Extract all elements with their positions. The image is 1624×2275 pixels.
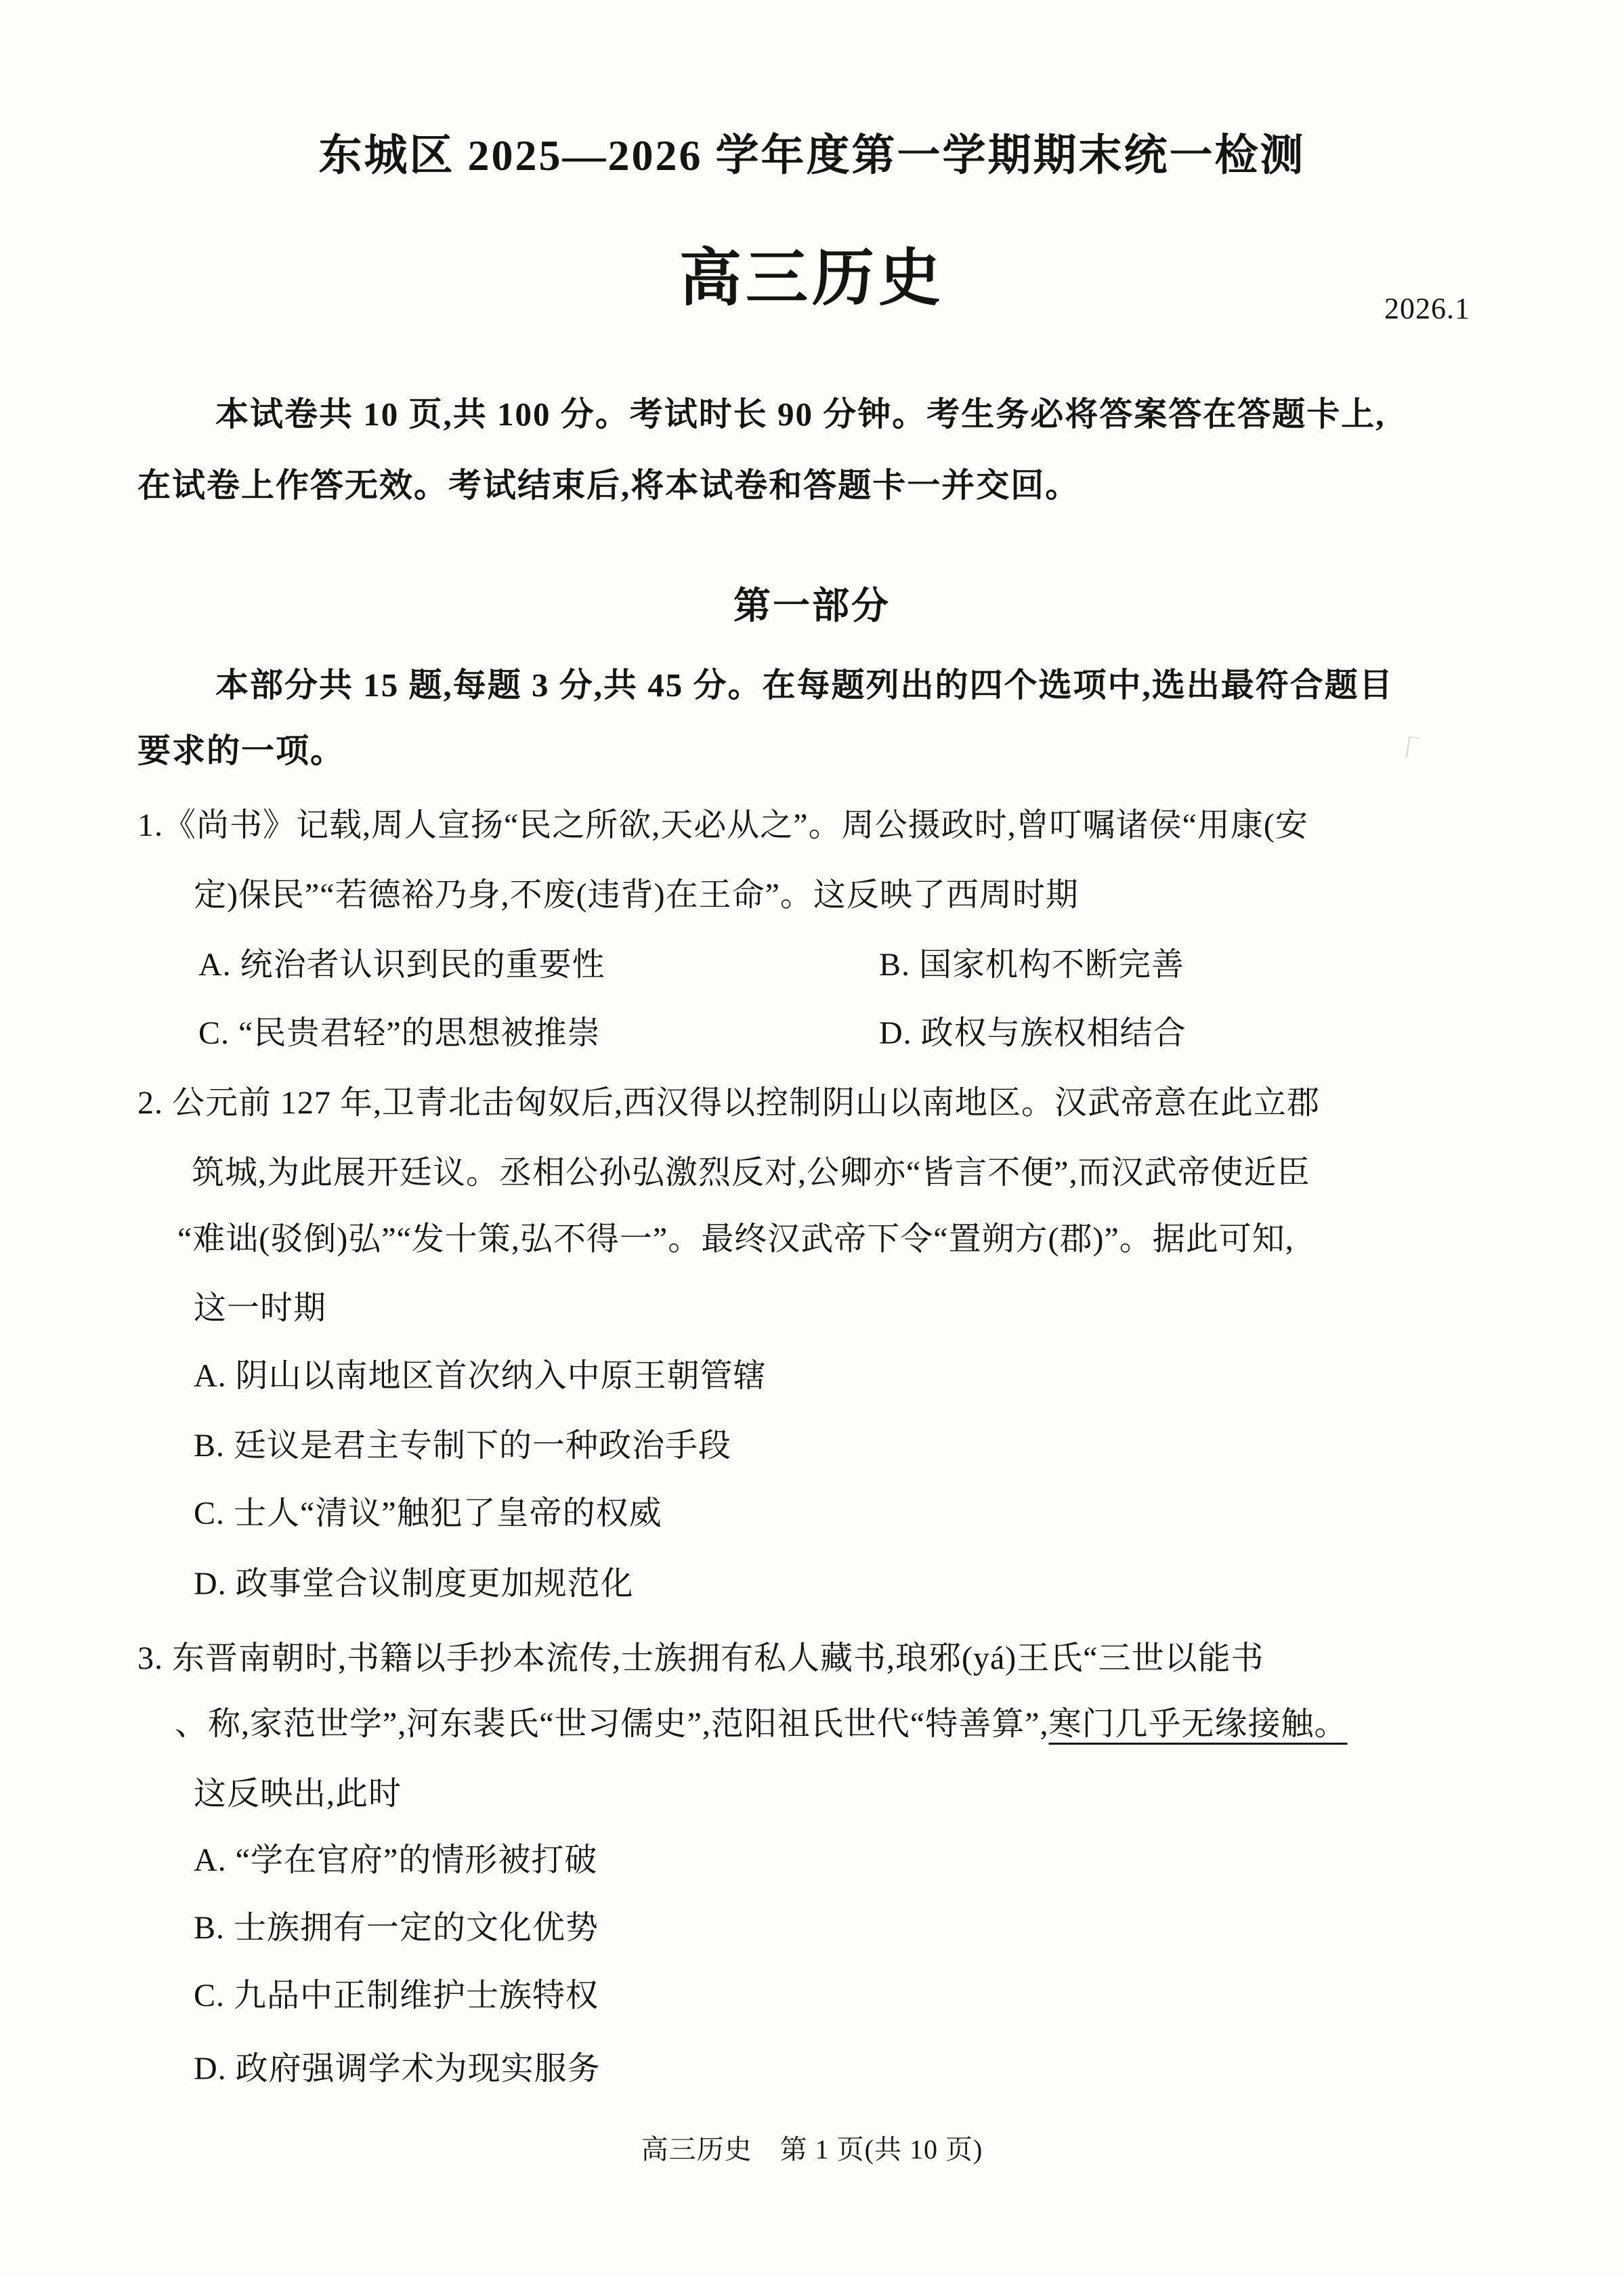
question-3-underlined-text: 寒门几乎无缘接触。 xyxy=(1048,1706,1348,1742)
question-1-option-c: C. “民贵君轻”的思想被推崇 xyxy=(198,1015,601,1051)
instructions-line-1: 本试卷共 10 页,共 100 分。考试时长 90 分钟。考生务必将答案答在答题卡上, xyxy=(215,396,1386,433)
question-3-option-a: A. “学在官府”的情形被打破 xyxy=(194,1842,598,1878)
question-3-line-3: 这反映出,此时 xyxy=(194,1776,402,1812)
question-2-line-1: 2. 公元前 127 年,卫青北击匈奴后,西汉得以控制阴山以南地区。汉武帝意在此立郡 xyxy=(137,1085,1321,1121)
question-2-option-d: D. 政事堂合议制度更加规范化 xyxy=(194,1566,634,1602)
question-3-line-2 xyxy=(175,1705,1348,1744)
question-1-line-1: 1.《尚书》记载,周人宣扬“民之所欲,天必从之”。周公摄政时,曾叮嘱诸侯“用康(安 xyxy=(137,807,1308,843)
scan-artifact xyxy=(1406,736,1419,759)
question-2-line-3: “难诎(驳倒)弘”“发十策,弘不得一”。最终汉武帝下令“置朔方(郡)”。据此可知, xyxy=(177,1221,1294,1257)
question-1-option-b: B. 国家机构不断完善 xyxy=(879,947,1185,983)
question-1-line-2: 定)保民”“若德裕乃身,不废(违背)在王命”。这反映了西周时期 xyxy=(194,877,1079,913)
part-1-intro-line-2: 要求的一项。 xyxy=(137,732,345,769)
question-3-option-d: D. 政府强调学术为现实服务 xyxy=(194,2051,601,2087)
part-1-intro-line-1: 本部分共 15 题,每题 3 分,共 45 分。在每题列出的四个选项中,选出最符合题目 xyxy=(215,666,1394,704)
question-2-option-c: C. 士人“清议”触犯了皇帝的权威 xyxy=(194,1495,662,1531)
exam-title: 东城区 2025—2026 学年度第一学期期末统一检测 xyxy=(318,131,1306,179)
part-1-title: 第一部分 xyxy=(733,585,891,626)
question-2-line-2: 筑城,为此展开廷议。丞相公孙弘激烈反对,公卿亦“皆言不便”,而汉武帝使近臣 xyxy=(192,1155,1310,1191)
question-3-line-1: 3. 东晋南朝时,书籍以手抄本流传,士族拥有私人藏书,琅邪(yá)王氏“三世以能书 xyxy=(137,1640,1264,1676)
question-3-option-b: B. 士族拥有一定的文化优势 xyxy=(194,1910,599,1946)
question-2-line-4: 这一时期 xyxy=(194,1290,327,1326)
question-1-option-a: A. 统治者认识到民的重要性 xyxy=(198,947,605,983)
subject-title: 高三历史 xyxy=(679,244,945,313)
question-3-option-c: C. 九品中正制维护士族特权 xyxy=(194,1978,599,2014)
question-2-option-b: B. 廷议是君主专制下的一种政治手段 xyxy=(194,1428,732,1464)
question-2-option-a: A. 阴山以南地区首次纳入中原王朝管辖 xyxy=(194,1358,767,1394)
question-1-option-d: D. 政权与族权相结合 xyxy=(879,1015,1187,1051)
exam-date: 2026.1 xyxy=(1384,292,1470,325)
page-footer: 高三历史 第 1 页(共 10 页) xyxy=(641,2134,983,2165)
instructions-line-2: 在试卷上作答无效。考试结束后,将本试卷和答题卡一并交回。 xyxy=(137,467,1080,504)
question-3-line-2-text: 、称,家范世学”,河东裴氏“世习儒史”,范阳祖氏世代“特善算”, xyxy=(175,1706,1049,1742)
